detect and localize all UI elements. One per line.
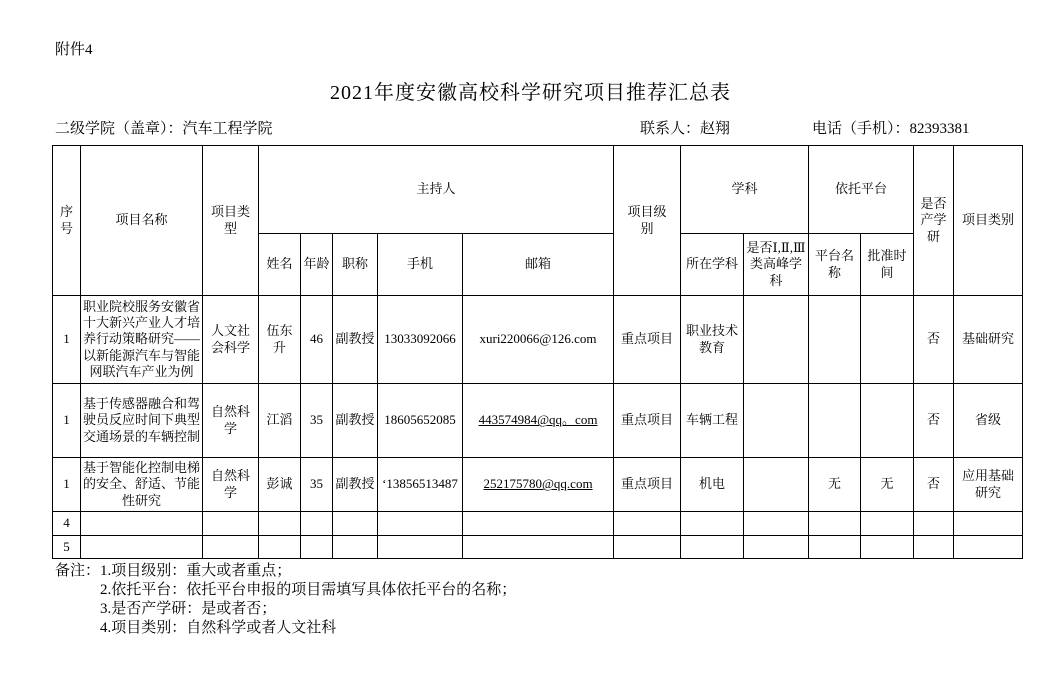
cell-peak (744, 296, 809, 384)
cell-host-name: 伍东升 (259, 296, 301, 384)
header-platform-name: 平台名称 (809, 234, 861, 296)
header-project-level (614, 146, 681, 296)
cell-peak (744, 384, 809, 458)
cell-industry (914, 512, 954, 536)
cell-title: 副教授 (333, 458, 378, 512)
cell-email (463, 384, 614, 458)
contact-label: 联系人：赵翔 (640, 121, 731, 137)
cell-industry: 否 (914, 296, 954, 384)
cell-discipline (681, 536, 744, 559)
cell-mobile (378, 512, 463, 536)
table-row (53, 384, 1023, 458)
cell-age: 35 (301, 458, 333, 512)
note-item: 1.项目级别：重大或者重点； (100, 563, 292, 579)
header-discipline: 所在学科 (681, 234, 744, 296)
cell-mobile: 18605652085 (378, 384, 463, 458)
header-xuhao: 序号 (53, 146, 81, 296)
table-row (53, 512, 1023, 536)
cell-host-name (259, 512, 301, 536)
page-title: 2021年度安徽高校科学研究项目推荐汇总表 (330, 82, 731, 104)
cell-age: 46 (301, 296, 333, 384)
cell-approval: 无 (861, 458, 914, 512)
notes-label: 备注： (55, 563, 101, 579)
cell-title: 副教授 (333, 384, 378, 458)
header-title: 职称 (333, 234, 378, 296)
cell-discipline (681, 512, 744, 536)
cell-title (333, 536, 378, 559)
cell-project-name: 基于传感器融合和驾驶员反应时间下典型交通场景的车辆控制 (81, 384, 203, 458)
cell-industry: 否 (914, 384, 954, 458)
header-project-category: 项目类别 (954, 146, 1023, 296)
header-email: 邮箱 (463, 234, 614, 296)
cell-level (614, 536, 681, 559)
cell-mobile: 13033092066 (378, 296, 463, 384)
email-link[interactable]: 443574984@qq。com (478, 412, 598, 428)
cell-no: 4 (53, 512, 81, 536)
cell-level: 重点项目 (614, 384, 681, 458)
header-industry-research-text: 是否产学研 (920, 196, 947, 244)
summary-table (52, 145, 1023, 559)
cell-project-name (81, 512, 203, 536)
attachment-label: 附件4 (55, 42, 93, 58)
cell-project-name: 职业院校服务安徽省十大新兴产业人才培养行动策略研究——以新能源汽车与智能网联汽车产业为例 (81, 296, 203, 384)
header-peak-discipline: 是否Ⅰ,Ⅱ,Ⅲ类高峰学科 (744, 234, 809, 296)
cell-category (954, 512, 1023, 536)
table-row (53, 458, 1023, 512)
cell-category: 省级 (954, 384, 1023, 458)
header-host-name: 姓名 (259, 234, 301, 296)
college-label: 二级学院（盖章）：汽车工程学院 (55, 121, 273, 137)
cell-platform (809, 536, 861, 559)
note-line: 3.是否产学研：是或者否； (100, 601, 277, 617)
cell-no: 1 (53, 296, 81, 384)
cell-level: 重点项目 (614, 296, 681, 384)
email-link[interactable]: 252175780@qq.com (483, 476, 593, 492)
cell-peak (744, 536, 809, 559)
cell-peak (744, 458, 809, 512)
cell-project-type: 自然科学 (203, 384, 259, 458)
cell-discipline: 车辆工程 (681, 384, 744, 458)
cell-title (333, 512, 378, 536)
cell-category (954, 536, 1023, 559)
cell-title: 副教授 (333, 296, 378, 384)
cell-platform (809, 296, 861, 384)
cell-mobile (378, 536, 463, 559)
cell-host-name (259, 536, 301, 559)
cell-platform: 无 (809, 458, 861, 512)
note-line (55, 562, 516, 581)
cell-email (463, 536, 614, 559)
cell-project-name: 基于智能化控制电梯的安全、舒适、节能性研究 (81, 458, 203, 512)
header-mobile: 手机 (378, 234, 463, 296)
header-industry-research (914, 146, 954, 296)
cell-project-name (81, 536, 203, 559)
cell-platform (809, 512, 861, 536)
cell-industry: 否 (914, 458, 954, 512)
cell-approval (861, 384, 914, 458)
cell-no: 1 (53, 384, 81, 458)
cell-age: 35 (301, 384, 333, 458)
cell-email: xuri220066@126.com (463, 296, 614, 384)
cell-no: 5 (53, 536, 81, 559)
cell-peak (744, 512, 809, 536)
cell-project-type (203, 536, 259, 559)
header-age: 年龄 (301, 234, 333, 296)
header-project-level-text: 项目级别 (627, 204, 667, 236)
header-approval-time: 批准时间 (861, 234, 914, 296)
cell-project-type: 自然科学 (203, 458, 259, 512)
cell-approval (861, 536, 914, 559)
cell-age (301, 536, 333, 559)
cell-category: 应用基础研究 (954, 458, 1023, 512)
cell-host-name: 江滔 (259, 384, 301, 458)
cell-platform (809, 384, 861, 458)
header-host-group: 主持人 (259, 146, 614, 234)
note-line: 4.项目类别：自然科学或者人文社科 (100, 620, 337, 636)
cell-no: 1 (53, 458, 81, 512)
table-row (53, 296, 1023, 384)
header-discipline-group: 学科 (681, 146, 809, 234)
cell-level: 重点项目 (614, 458, 681, 512)
cell-project-type (203, 512, 259, 536)
cell-approval (861, 296, 914, 384)
header-project-type: 项目类型 (203, 146, 259, 296)
note-line: 2.依托平台：依托平台申报的项目需填写具体依托平台的名称； (100, 582, 517, 598)
table-row (53, 536, 1023, 559)
cell-category: 基础研究 (954, 296, 1023, 384)
cell-age (301, 512, 333, 536)
notes-block (55, 562, 516, 638)
cell-mobile: ‘13856513487 (378, 458, 463, 512)
cell-discipline: 机电 (681, 458, 744, 512)
cell-level (614, 512, 681, 536)
phone-label: 电话（手机）：82393381 (812, 121, 970, 137)
header-project-name: 项目名称 (81, 146, 203, 296)
cell-industry (914, 536, 954, 559)
header-row-1 (53, 146, 1023, 234)
info-line (0, 117, 1061, 137)
cell-discipline: 职业技术教育 (681, 296, 744, 384)
cell-approval (861, 512, 914, 536)
cell-project-type: 人文社会科学 (203, 296, 259, 384)
cell-host-name: 彭诚 (259, 458, 301, 512)
header-platform-group: 依托平台 (809, 146, 914, 234)
cell-email (463, 458, 614, 512)
cell-email (463, 512, 614, 536)
